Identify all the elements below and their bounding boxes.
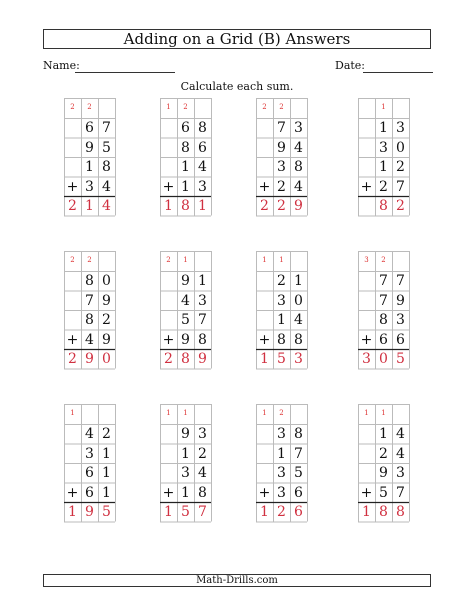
answer-digit: 2 (68, 351, 77, 367)
carry-digit: 2 (381, 256, 386, 264)
addend-digit: 1 (102, 465, 111, 481)
addend-digit: 7 (102, 120, 111, 136)
addend-digit: 6 (379, 331, 388, 348)
carry-digit: 2 (70, 103, 75, 111)
addend-digit: 1 (379, 120, 388, 136)
answer-digit: 8 (181, 351, 190, 367)
answer-digit: 2 (277, 198, 286, 214)
answer-digit: 1 (198, 198, 207, 214)
addend-digit: 1 (198, 273, 207, 289)
answer-digit: 9 (85, 504, 94, 520)
addend-digit: 2 (277, 273, 286, 289)
addend-digit: 0 (294, 292, 303, 309)
addend-digit: 1 (379, 159, 388, 175)
addend-digit: 4 (198, 465, 207, 481)
plus-sign: + (162, 178, 175, 195)
answer-digit: 1 (164, 504, 173, 520)
addend-digit: 7 (277, 120, 286, 136)
plus-sign: + (360, 178, 373, 195)
addend-digit: 9 (181, 331, 190, 348)
addend-digit: 4 (85, 426, 94, 442)
plus-sign: + (360, 331, 373, 348)
answer-digit: 3 (362, 351, 371, 367)
addend-digit: 7 (396, 484, 405, 501)
carry-digit: 1 (364, 409, 369, 417)
addend-digit: 3 (294, 120, 303, 136)
addend-digit: 8 (198, 484, 207, 501)
answer-digit: 9 (198, 351, 207, 367)
answer-digit: 5 (181, 504, 190, 520)
addend-digit: 7 (379, 292, 388, 309)
addend-digit: 5 (379, 484, 388, 501)
problem-grid (64, 98, 116, 236)
plus-sign: + (258, 484, 271, 501)
addend-digit: 3 (198, 178, 207, 195)
addend-digit: 8 (198, 120, 207, 136)
carry-digit: 2 (262, 103, 267, 111)
addend-digit: 1 (85, 159, 94, 175)
addend-digit: 1 (277, 312, 286, 328)
name-label: Name: (43, 59, 80, 72)
addend-digit: 3 (379, 139, 388, 156)
plus-sign: + (66, 484, 79, 501)
addend-digit: 3 (277, 484, 286, 501)
addend-digit: 3 (85, 178, 94, 195)
answer-digit: 1 (362, 504, 371, 520)
addend-digit: 9 (181, 426, 190, 442)
addend-digit: 5 (181, 312, 190, 328)
addend-digit: 9 (85, 139, 94, 156)
addend-digit: 3 (277, 465, 286, 481)
addend-digit: 1 (102, 445, 111, 462)
answer-digit: 5 (277, 351, 286, 367)
addend-digit: 4 (181, 292, 190, 309)
addend-digit: 5 (294, 465, 303, 481)
addend-digit: 3 (277, 159, 286, 175)
carry-digit: 1 (279, 256, 284, 264)
addend-digit: 6 (181, 120, 190, 136)
carry-digit: 2 (166, 256, 171, 264)
addend-digit: 3 (396, 465, 405, 481)
problem-grid (256, 98, 308, 236)
carry-digit: 1 (262, 256, 267, 264)
carry-digit: 1 (183, 256, 188, 264)
addend-digit: 1 (181, 484, 190, 501)
addend-digit: 8 (277, 331, 286, 348)
problem-grid (358, 98, 410, 236)
addend-digit: 5 (102, 139, 111, 156)
addend-digit: 2 (198, 445, 207, 462)
addend-digit: 1 (277, 445, 286, 462)
addend-digit: 4 (85, 331, 94, 348)
addend-digit: 7 (396, 178, 405, 195)
answer-digit: 4 (102, 198, 111, 214)
answer-digit: 8 (181, 198, 190, 214)
plus-sign: + (66, 331, 79, 348)
addend-digit: 3 (396, 312, 405, 328)
addend-digit: 7 (85, 292, 94, 309)
carry-digit: 2 (279, 409, 284, 417)
addend-digit: 1 (379, 426, 388, 442)
problem-grid (256, 404, 308, 542)
addend-digit: 3 (277, 426, 286, 442)
addend-digit: 1 (294, 273, 303, 289)
addend-digit: 8 (379, 312, 388, 328)
worksheet-title: Adding on a Grid (B) Answers (43, 29, 431, 49)
addend-digit: 6 (85, 484, 94, 501)
carry-digit: 1 (183, 409, 188, 417)
answer-digit: 8 (379, 504, 388, 520)
addend-digit: 3 (85, 445, 94, 462)
addend-digit: 0 (102, 273, 111, 289)
addend-digit: 9 (396, 292, 405, 309)
carry-digit: 3 (364, 256, 369, 264)
addend-digit: 2 (102, 426, 111, 442)
addend-digit: 4 (102, 178, 111, 195)
addend-digit: 2 (102, 312, 111, 328)
carry-digit: 1 (166, 409, 171, 417)
answer-digit: 7 (198, 504, 207, 520)
addend-digit: 6 (198, 139, 207, 156)
carry-digit: 2 (87, 256, 92, 264)
answer-digit: 1 (260, 351, 269, 367)
instructions: Calculate each sum. (180, 80, 294, 93)
answer-digit: 8 (396, 504, 405, 520)
addend-digit: 4 (294, 178, 303, 195)
carry-digit: 1 (262, 409, 267, 417)
answer-digit: 9 (85, 351, 94, 367)
answer-digit: 1 (85, 198, 94, 214)
addend-digit: 4 (294, 312, 303, 328)
addend-digit: 4 (396, 445, 405, 462)
answer-digit: 0 (379, 351, 388, 367)
addend-digit: 6 (396, 331, 405, 348)
addend-digit: 2 (379, 178, 388, 195)
carry-digit: 1 (70, 409, 75, 417)
problem-grid (358, 404, 410, 542)
carry-digit: 2 (183, 103, 188, 111)
problem-grid (160, 404, 212, 542)
answer-digit: 2 (260, 198, 269, 214)
addend-digit: 3 (198, 426, 207, 442)
addend-digit: 8 (85, 312, 94, 328)
addend-digit: 7 (396, 273, 405, 289)
addend-digit: 4 (396, 426, 405, 442)
addend-digit: 3 (181, 465, 190, 481)
addend-digit: 7 (294, 445, 303, 462)
addend-digit: 3 (198, 292, 207, 309)
date-line (363, 72, 433, 73)
answer-digit: 8 (379, 198, 388, 214)
addend-digit: 9 (102, 331, 111, 348)
addend-digit: 8 (181, 139, 190, 156)
footer: Math-Drills.com (43, 574, 431, 587)
addend-digit: 6 (294, 484, 303, 501)
problem-grid (64, 404, 116, 542)
plus-sign: + (258, 178, 271, 195)
problem-grid (64, 251, 116, 389)
addend-digit: 2 (396, 159, 405, 175)
addend-digit: 3 (396, 120, 405, 136)
carry-digit: 1 (166, 103, 171, 111)
addend-digit: 8 (294, 159, 303, 175)
addend-digit: 8 (102, 159, 111, 175)
answer-digit: 1 (164, 198, 173, 214)
plus-sign: + (258, 331, 271, 348)
addend-digit: 8 (294, 331, 303, 348)
plus-sign: + (162, 484, 175, 501)
answer-digit: 9 (294, 198, 303, 214)
addend-digit: 7 (379, 273, 388, 289)
carry-digit: 2 (279, 103, 284, 111)
carry-digit: 1 (381, 103, 386, 111)
plus-sign: + (66, 178, 79, 195)
answer-digit: 1 (68, 504, 77, 520)
addend-digit: 1 (181, 445, 190, 462)
addend-digit: 7 (198, 312, 207, 328)
addend-digit: 9 (379, 465, 388, 481)
addend-digit: 8 (85, 273, 94, 289)
problem-grid (160, 98, 212, 236)
addend-digit: 2 (379, 445, 388, 462)
problem-grid (256, 251, 308, 389)
date-label: Date: (335, 59, 366, 72)
answer-digit: 3 (294, 351, 303, 367)
carry-digit: 2 (87, 103, 92, 111)
answer-digit: 5 (102, 504, 111, 520)
addend-digit: 1 (181, 159, 190, 175)
addend-digit: 2 (277, 178, 286, 195)
addend-digit: 9 (181, 273, 190, 289)
addend-digit: 6 (85, 465, 94, 481)
addend-digit: 9 (277, 139, 286, 156)
addend-digit: 1 (102, 484, 111, 501)
addend-digit: 8 (294, 426, 303, 442)
carry-digit: 2 (70, 256, 75, 264)
answer-digit: 0 (102, 351, 111, 367)
plus-sign: + (162, 331, 175, 348)
addend-digit: 8 (198, 331, 207, 348)
answer-digit: 2 (277, 504, 286, 520)
addend-digit: 9 (102, 292, 111, 309)
answer-digit: 2 (164, 351, 173, 367)
answer-digit: 2 (396, 198, 405, 214)
answer-digit: 5 (396, 351, 405, 367)
answer-digit: 1 (260, 504, 269, 520)
addend-digit: 1 (181, 178, 190, 195)
addend-digit: 6 (85, 120, 94, 136)
answer-digit: 2 (68, 198, 77, 214)
plus-sign: + (360, 484, 373, 501)
problem-grid (358, 251, 410, 389)
addend-digit: 3 (277, 292, 286, 309)
name-line (75, 72, 175, 73)
carry-digit: 1 (381, 409, 386, 417)
addend-digit: 4 (294, 139, 303, 156)
addend-digit: 0 (396, 139, 405, 156)
addend-digit: 4 (198, 159, 207, 175)
answer-digit: 6 (294, 504, 303, 520)
problem-grid (160, 251, 212, 389)
